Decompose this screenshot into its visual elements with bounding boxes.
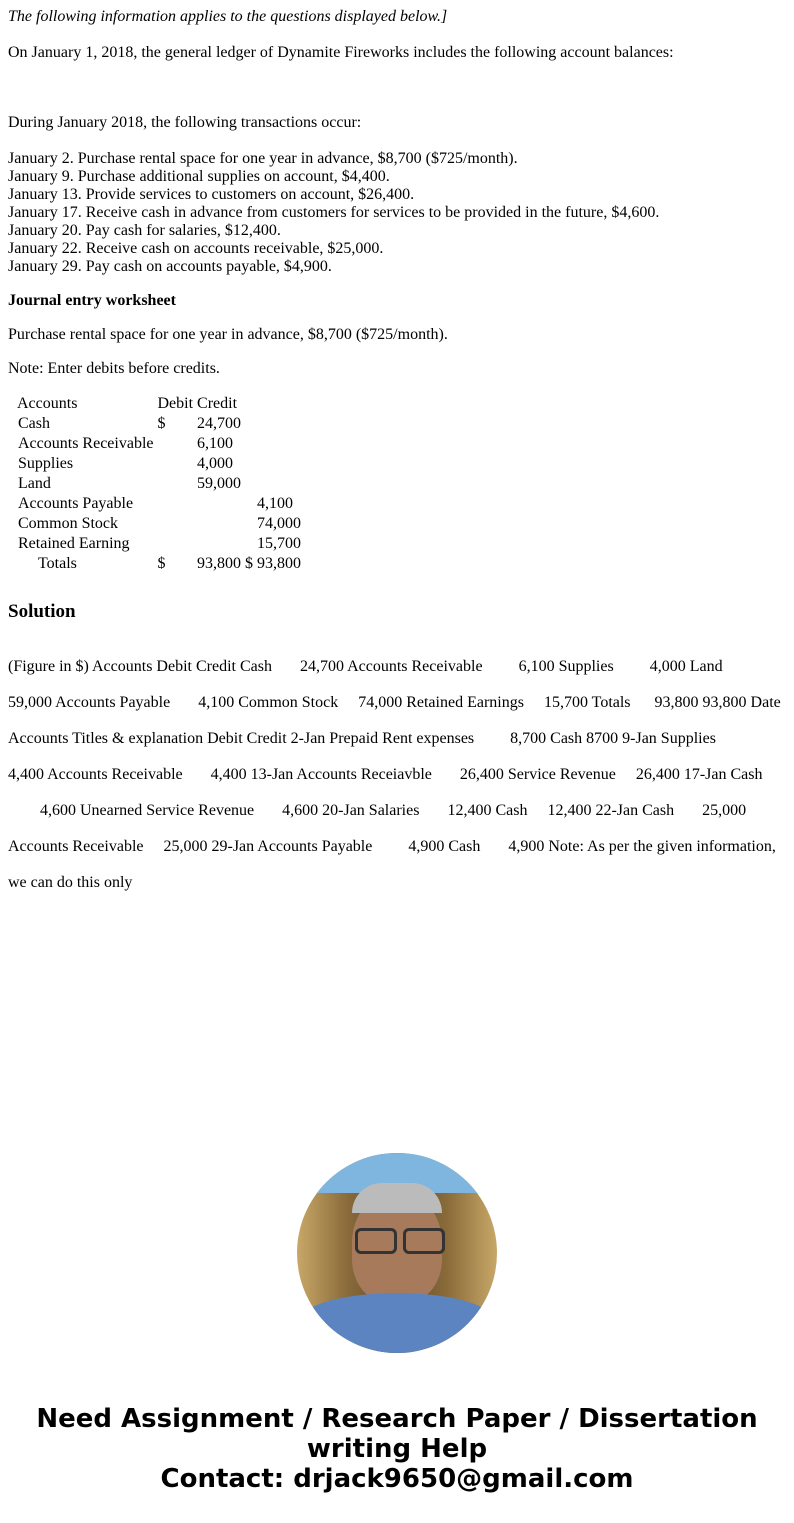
footer-contact [0, 1404, 794, 1494]
account-name: Accounts Payable [18, 495, 134, 512]
solution-title: Solution [8, 601, 76, 622]
account-name: Totals [38, 555, 77, 572]
debit-value: 93,800 $ [197, 555, 254, 572]
table-row [15, 554, 303, 574]
account-name: Cash [18, 415, 50, 432]
account-name: Common Stock [18, 515, 119, 532]
dollar-sign [156, 494, 196, 514]
dollar-sign: $ [157, 555, 166, 572]
worksheet-task: Purchase rental space for one year in advance, $8,700 ($725/month). [8, 326, 448, 343]
dollar-sign [156, 474, 196, 494]
solution-line: 4,400 Accounts Receivable 4,400 13-Jan Accounts Receiavble 26,400 Service Revenue 26,400 17-Jan Cash [8, 766, 763, 783]
header-debit: Debit [157, 395, 194, 412]
footer-line: writing Help [306, 1434, 488, 1464]
debit-value [195, 514, 255, 534]
footer-line: Contact: drjack9650@gmail.com [160, 1464, 634, 1494]
credit-value: 74,000 [257, 515, 302, 532]
dollar-sign [156, 534, 196, 554]
credit-value [255, 474, 303, 494]
credit-value [255, 454, 303, 474]
intro-text: The following information applies to the questions displayed below.] [8, 8, 448, 25]
debit-value [195, 534, 255, 554]
solution-line: (Figure in $) Accounts Debit Credit Cash 24,700 Accounts Receivable 6,100 Supplies 4,000 Land [8, 658, 723, 675]
debit-value: 6,100 [197, 435, 234, 452]
table-row [15, 414, 303, 434]
solution-line: Accounts Receivable 25,000 29-Jan Accounts Payable 4,900 Cash 4,900 Note: As per the given information, [8, 838, 776, 855]
author-avatar [297, 1153, 497, 1353]
table-row [15, 514, 303, 534]
transaction: January 17. Receive cash in advance from customers for services to be provided in the future, $4,600. [8, 204, 660, 221]
account-name: Accounts Receivable [18, 435, 154, 452]
table-row [15, 454, 303, 474]
account-name: Retained Earning [18, 535, 130, 552]
debit-value: 59,000 [197, 475, 242, 492]
solution-line: 4,600 Unearned Service Revenue 4,600 20-Jan Salaries 12,400 Cash 12,400 22-Jan Cash 25,000 [8, 802, 747, 819]
transaction: January 13. Provide services to customers on account, $26,400. [8, 186, 415, 203]
transaction: January 2. Purchase rental space for one year in advance, $8,700 ($725/month). [8, 150, 518, 167]
balances-table [15, 394, 303, 574]
account-name: Supplies [18, 455, 74, 472]
table-row [15, 434, 303, 454]
dollar-sign: $ [157, 415, 166, 432]
transaction: January 22. Receive cash on accounts receivable, $25,000. [8, 240, 384, 257]
dollar-sign [156, 434, 196, 454]
ledger-intro: On January 1, 2018, the general ledger of Dynamite Fireworks includes the following account balances: [8, 44, 674, 61]
credit-value: 93,800 [257, 555, 302, 572]
debit-value: 24,700 [197, 415, 242, 432]
solution-line: 59,000 Accounts Payable 4,100 Common Stock 74,000 Retained Earnings 15,700 Totals 93,800 93,800 Date [8, 694, 781, 711]
header-credit: Credit [197, 395, 238, 412]
table-row [15, 474, 303, 494]
account-name: Land [18, 475, 51, 492]
solution-line: Accounts Titles & explanation Debit Credit 2-Jan Prepaid Rent expenses 8,700 Cash 8700 9-Jan Supplies [8, 730, 716, 747]
table-row [15, 494, 303, 514]
dollar-sign [156, 514, 196, 534]
credit-value [255, 414, 303, 434]
debit-value [195, 494, 255, 514]
solution-text [8, 640, 781, 910]
worksheet-title: Journal entry worksheet [8, 292, 176, 309]
header-accounts: Accounts [17, 395, 78, 412]
note: Note: Enter debits before credits. [8, 360, 220, 377]
table-header [15, 394, 303, 414]
credit-value [255, 434, 303, 454]
transaction: January 29. Pay cash on accounts payable, $4,900. [8, 258, 332, 275]
footer-line: Need Assignment / Research Paper / Dissertation [36, 1404, 758, 1434]
credit-value: 15,700 [257, 535, 302, 552]
solution-line: we can do this only [8, 874, 133, 891]
table-row [15, 534, 303, 554]
transaction: January 20. Pay cash for salaries, $12,400. [8, 222, 281, 239]
transaction: January 9. Purchase additional supplies on account, $4,400. [8, 168, 390, 185]
dollar-sign [156, 454, 196, 474]
credit-value: 4,100 [257, 495, 294, 512]
debit-value: 4,000 [197, 455, 234, 472]
transactions-intro: During January 2018, the following transactions occur: [8, 114, 362, 131]
